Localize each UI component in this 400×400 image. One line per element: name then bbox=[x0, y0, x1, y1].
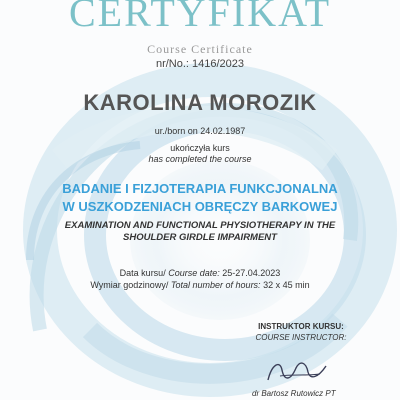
course-date bbox=[0, 268, 400, 278]
course-hours-label-pl: Wymiar godzinowy/ bbox=[90, 280, 169, 290]
completed-course-en: has completed the course bbox=[148, 154, 252, 164]
certificate-subtitle: Course Certificate bbox=[147, 42, 253, 56]
course-date-value: 25-27.04.2023 bbox=[222, 268, 281, 278]
course-title-en-line2: SHOULDER GIRDLE IMPAIRMENT bbox=[123, 232, 277, 243]
certificate-number: nr/No.: 1416/2023 bbox=[155, 58, 245, 70]
course-hours-value: 32 x 45 min bbox=[263, 280, 310, 290]
course-date-label-en: Course date: bbox=[168, 268, 220, 278]
course-title-pl-line1: BADANIE I FIZJOTERAPIA FUNKCJONALNA bbox=[62, 181, 338, 196]
born-line bbox=[0, 126, 400, 136]
instructor-label-en: COURSE INSTRUCTOR: bbox=[255, 333, 347, 342]
certificate-title: CERTYFIKAT bbox=[68, 0, 332, 35]
course-hours bbox=[0, 280, 400, 290]
course-title-pl-line2: W USZKODZENIACH OBRĘCZY BARKOWEJ bbox=[62, 199, 338, 214]
born-label: ur./born on bbox=[154, 126, 198, 136]
born-date: 24.02.1987 bbox=[200, 126, 246, 136]
instructor-label-pl: INSTRUKTOR KURSU: bbox=[258, 322, 344, 331]
course-hours-label-en: Total number of hours: bbox=[170, 280, 261, 290]
completed-course-pl: ukończyła kurs bbox=[170, 143, 230, 153]
recipient-name: KAROLINA MOROZIK bbox=[83, 90, 317, 115]
instructor-name: dr Bartosz Rutowicz PT bbox=[252, 389, 336, 398]
instructor-signature bbox=[262, 356, 332, 386]
course-date-label-pl: Data kursu/ bbox=[119, 268, 166, 278]
course-title-en-line1: EXAMINATION AND FUNCTIONAL PHYSIOTHERAPY IN THE bbox=[64, 220, 336, 231]
